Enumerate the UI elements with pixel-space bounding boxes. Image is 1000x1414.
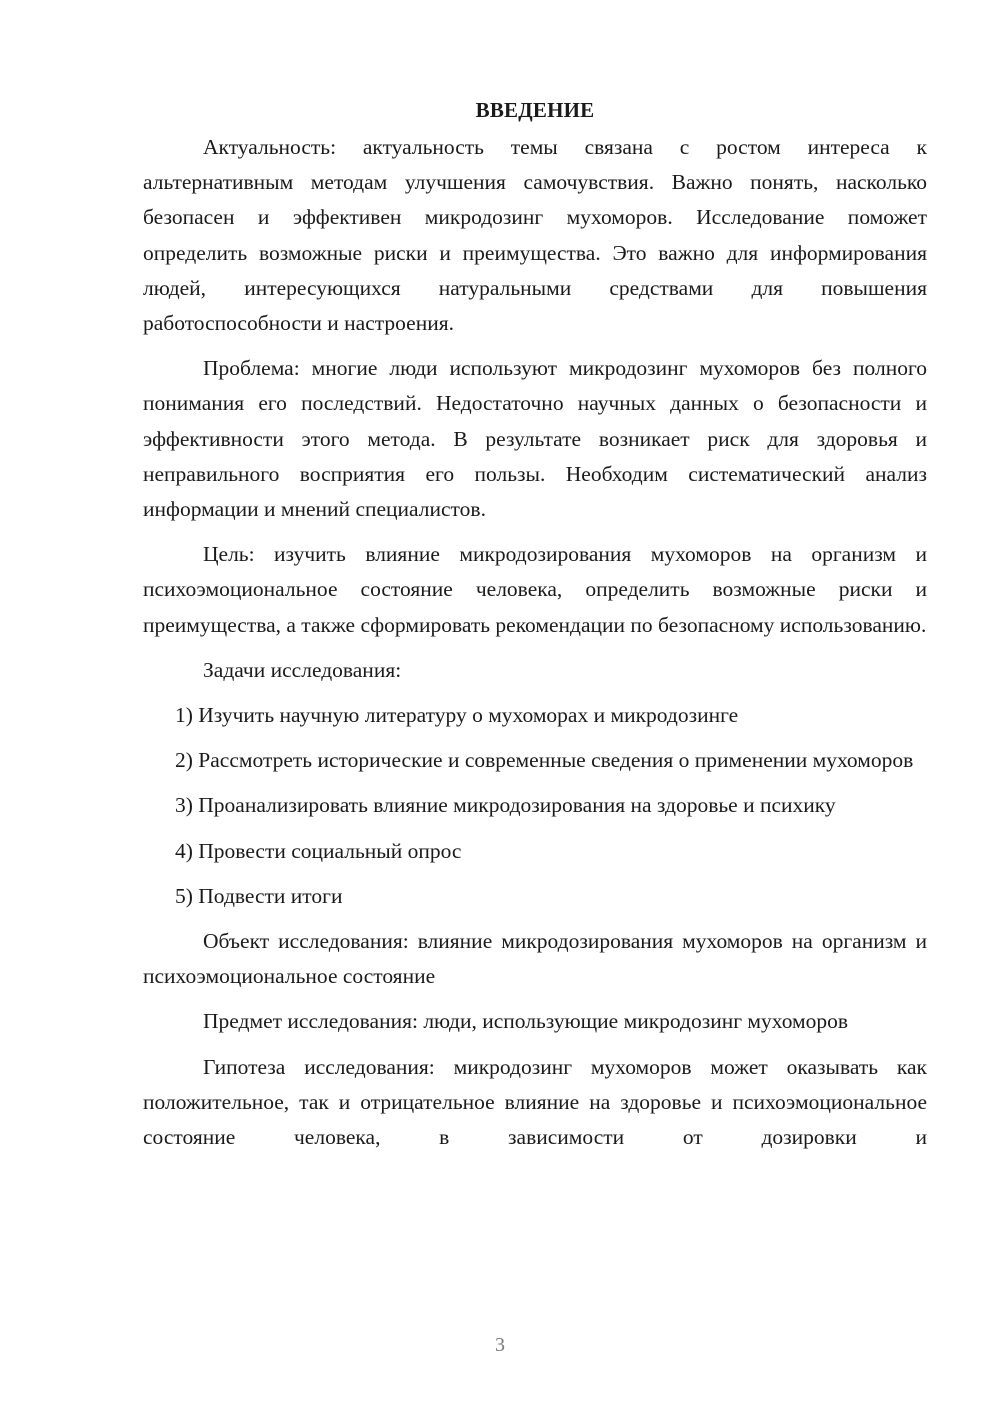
paragraph-goal: Цель: изучить влияние микродозирования мухоморов на организм и психоэмоциональное состояние человека, определить возможные риски и преимущества, а также сформировать рекомендации по безопасному использованию.: [143, 542, 927, 637]
task-item-5: 5) Подвести итоги: [175, 883, 343, 908]
paragraph-problem: Проблема: многие люди используют микродозинг мухоморов без полного понимания его последствий. Недостаточно научных данных о безопасности и эффективности этого метода. В результате возникает риск для здоровья и неправильного восприятия его пользы. Необходим систематический анализ информации и мнений специалистов.: [143, 356, 927, 522]
task-item-4: 4) Провести социальный опрос: [175, 838, 462, 863]
paragraph-relevance: Актуальность: актуальность темы связана с ростом интереса к альтернативным методам улучшения самочувствия. Важно понять, насколько безопасен и эффективен микродозинг мухоморов. Исследование поможет определить возможные риски и преимущества. Это важно для информирования людей, интересующихся натуральными средствами для повышения работоспособности и настроения.: [143, 135, 927, 336]
task-item-2: 2) Рассмотреть исторические и современные сведения о применении мухоморов: [175, 748, 914, 773]
paragraph-hypothesis: Гипотеза исследования: микродозинг мухоморов может оказывать как положительное, так и отрицательное влияние на здоровье и психоэмоциональное состояние человека, в зависимости от дозировки и: [143, 1054, 927, 1150]
page-number: 3: [495, 1334, 505, 1356]
paragraph-object: Объект исследования: влияние микродозирования мухоморов на организм и психоэмоциональное состояние: [143, 929, 927, 989]
paragraph-subject: Предмет исследования: люди, использующие микродозинг мухоморов: [203, 1009, 849, 1034]
task-item-1: 1) Изучить научную литературу о мухоморах и микродозинге: [175, 703, 739, 728]
task-item-3: 3) Проанализировать влияние микродозирования на здоровье и психику: [175, 793, 836, 818]
page-body: [143, 95, 927, 1155]
tasks-heading: Задачи исследования:: [203, 657, 402, 682]
page-title: ВВЕДЕНИЕ: [475, 98, 595, 122]
